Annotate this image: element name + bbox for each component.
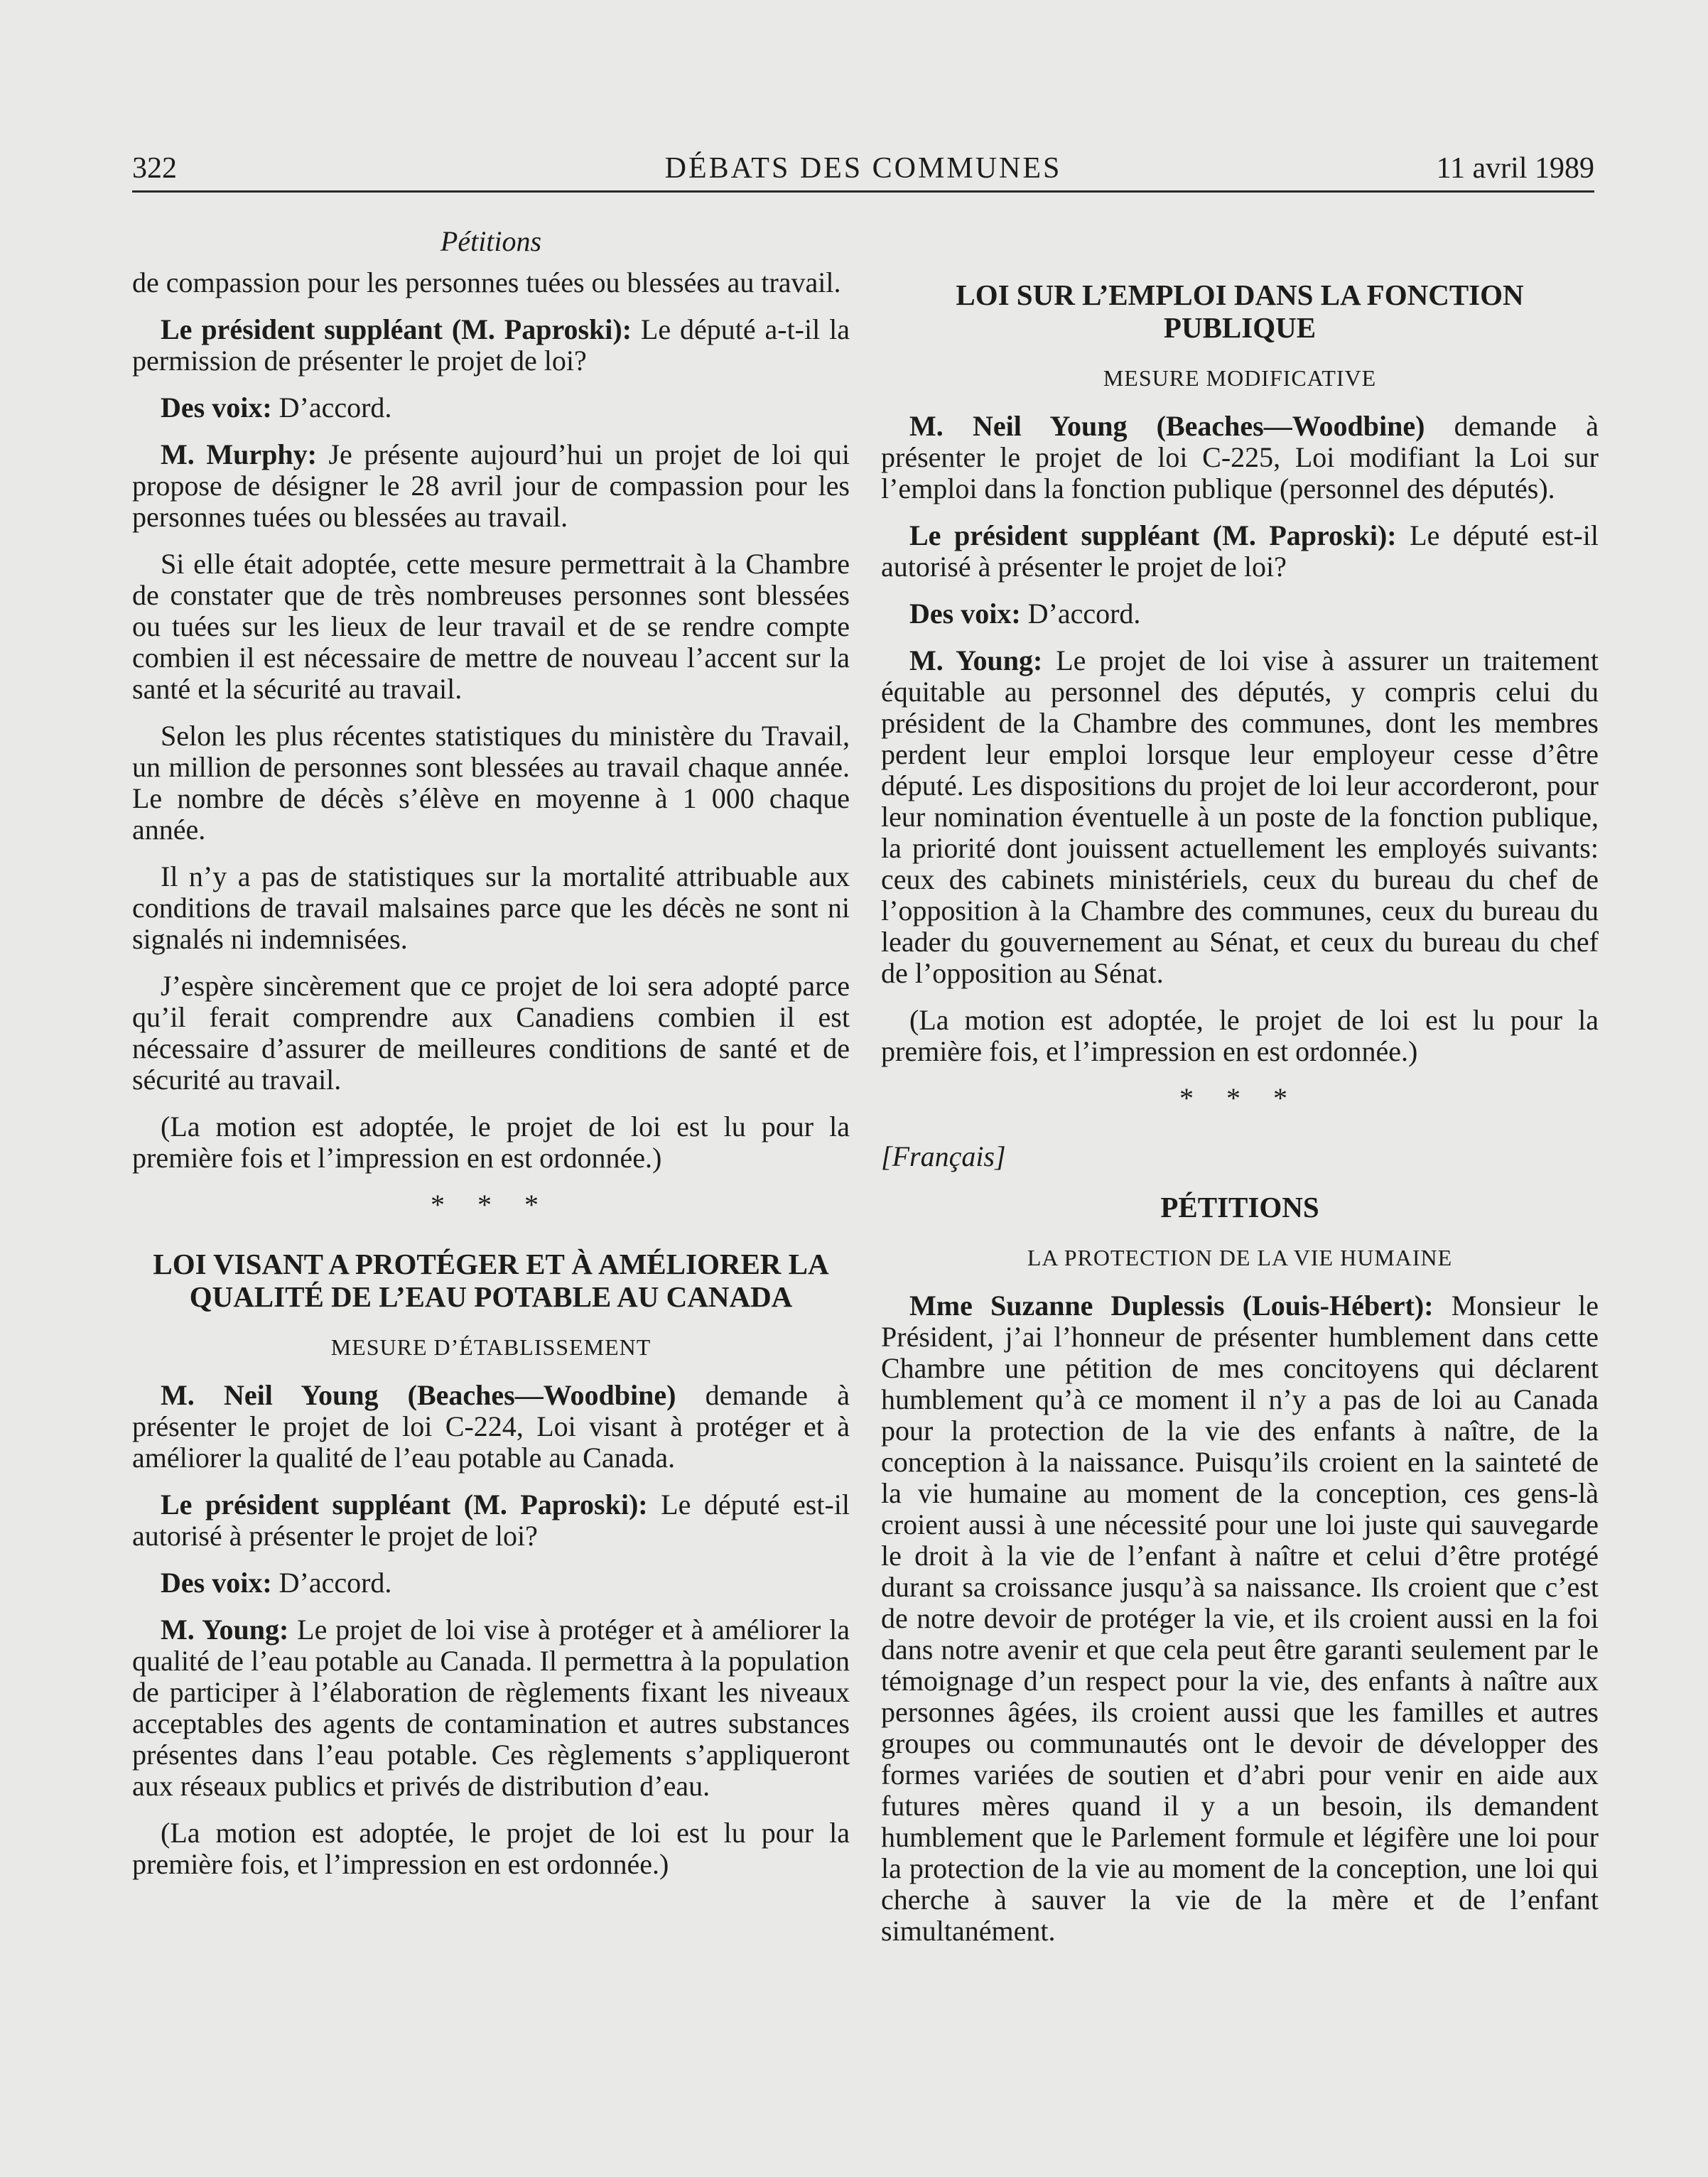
language-marker: [Français] (881, 1140, 1006, 1172)
paragraph: Mme Suzanne Duplessis (Louis-Hébert): Monsieur le Président, j’ai l’honneur de présenter humblement dans cette Chambre une pétition de mes concitoyens qui déclarent humblement qu’à ce moment il n’y a pas de loi au Canada pour la protection de la vie des enfants à naître, de la conception à la naissance. Puisqu’ils croient en la sainteté de la vie humaine au moment de la conception, ces gens-là croient aussi à une nécessité pour une loi juste qui sauvegarde le droit à la vie de l’enfant à naître et celui d’être protégé durant sa croissance jusqu’à sa naissance. Ils croient que c’est de notre devoir de protéger la vie, et ils croient aussi en la foi dans notre avenir et que cela peut être garanti seulement par le témoignage d’un respect pour la vie, des enfants à naître aux personnes âgées, ils croient aussi que les familles et autres groupes ou communautés ont le devoir de développer des formes variées de soutien et d’abri pour venir en aide aux futures mères quand il y a un besoin, ils demandent humblement que le Parlement formule et légifère une loi pour la protection de la vie au moment de la conception, une loi qui cherche à sauver la vie de la mère et de l’enfant simultanément. (881, 1290, 1599, 1947)
paragraph: J’espère sincèrement que ce projet de loi sera adopté parce qu’il ferait comprendre aux Canadiens combien il est nécessaire d’assurer de meilleures conditions de santé et de sécurité au travail. (132, 970, 850, 1096)
paragraph: (La motion est adoptée, le projet de loi est lu pour la première fois, et l’impression en est ordonnée.) (132, 1817, 850, 1880)
speaker: Le président suppléant (M. Paproski): (909, 519, 1397, 551)
speaker: M. Murphy: (161, 438, 317, 470)
section-separator: * * * (431, 1189, 551, 1221)
page-header (132, 146, 1594, 191)
section-subheading: MESURE D’ÉTABLISSEMENT (330, 1334, 652, 1360)
right-column (881, 279, 1599, 1962)
paragraph: Le président suppléant (M. Paproski): Le député est-il autorisé à présenter le projet de loi? (132, 1489, 850, 1552)
speaker: Des voix: (161, 1567, 272, 1599)
paragraph: Le président suppléant (M. Paproski): Le député est-il autorisé à présenter le projet de loi? (881, 519, 1599, 583)
paragraph: Le président suppléant (M. Paproski): Le député a-t-il la permission de présenter le projet de loi? (132, 313, 850, 377)
paragraph: M. Neil Young (Beaches—Woodbine) demande à présenter le projet de loi C-224, Loi visant à protéger et à améliorer la qualité de l’eau potable au Canada. (132, 1379, 850, 1474)
paragraph: Des voix: D’accord. (161, 391, 392, 423)
page-number: 322 (132, 152, 177, 185)
speaker: Des voix: (161, 391, 272, 423)
paragraph: Il n’y a pas de statistiques sur la mortalité attribuable aux conditions de travail malsaines parce que les décès ne sont ni signalés ni indemnisées. (132, 860, 850, 955)
speaker: Mme Suzanne Duplessis (Louis-Hébert): (909, 1290, 1434, 1322)
section-subheading: MESURE MODIFICATIVE (1103, 365, 1377, 391)
speaker: Le président suppléant (M. Paproski): (161, 313, 632, 345)
paragraph: de compassion pour les personnes tuées ou blessées au travail. (132, 266, 841, 298)
paragraph: Des voix: D’accord. (161, 1567, 392, 1599)
section-heading: PÉTITIONS (1160, 1191, 1319, 1223)
section-heading: LOI VISANT A PROTÉGER ET À AMÉLIORER LA QUALITÉ DE L’EAU POTABLE AU CANADA (153, 1248, 829, 1313)
speaker: M. Neil Young (Beaches—Woodbine) (909, 410, 1425, 442)
paragraph: M. Neil Young (Beaches—Woodbine) demande à présenter le projet de loi C-225, Loi modifiant la Loi sur l’emploi dans la fonction publique (personnel des députés). (881, 410, 1599, 504)
publication-title: DÉBATS DES COMMUNES (664, 152, 1062, 185)
paragraph: (La motion est adoptée, le projet de loi est lu pour la première fois, et l’impression en est ordonnée.) (881, 1004, 1599, 1067)
section-subheading: LA PROTECTION DE LA VIE HUMAINE (1027, 1245, 1453, 1270)
speaker: M. Neil Young (Beaches—Woodbine) (161, 1379, 676, 1411)
speaker: Des voix: (909, 598, 1021, 630)
paragraph: M. Young: Le projet de loi vise à protéger et à améliorer la qualité de l’eau potable au Canada. Il permettra à la population de participer à l’élaboration de règlements fixant les niveaux acceptables des agents de contamination et autres substances présentes dans l’eau potable. Ces règlements s’appliqueront aux réseaux publics et privés de distribution d’eau. (132, 1614, 850, 1802)
speaker: M. Young: (909, 644, 1043, 676)
paragraph: M. Young: Le projet de loi vise à assurer un traitement équitable au personnel des députés, y compris celui du président de la Chambre des communes, dont les membres perdent leur emploi lorsque leur employeur cesse d’être député. Les dispositions du projet de loi leur accorderont, pour leur nomination éventuelle à un poste de la fonction publique, la priorité dont jouissent actuellement les employés suivants: ceux des cabinets ministériels, ceux du bureau du chef de l’opposition à la Chambre des communes, ceux du bureau du leader du gouvernement au Sénat, et ceux du bureau du chef de l’opposition au Sénat. (881, 644, 1599, 989)
paragraph: Si elle était adoptée, cette mesure permettrait à la Chambre de constater que de très nombreuses personnes sont blessées ou tuées sur les lieux de leur travail et de se rendre compte combien il est nécessaire de mettre de nouveau l’accent sur la santé et la sécurité au travail. (132, 548, 850, 705)
section-heading: LOI SUR L’EMPLOI DANS LA FONCTION PUBLIQUE (956, 279, 1524, 344)
paragraph: (La motion est adoptée, le projet de loi est lu pour la première fois et l’impression en est ordonnée.) (132, 1111, 850, 1174)
paragraph: Selon les plus récentes statistiques du ministère du Travail, un million de personnes sont blessées au travail chaque année. Le nombre de décès s’élève en moyenne à 1 000 chaque année. (132, 720, 850, 846)
section-separator: * * * (1179, 1082, 1300, 1114)
speaker: M. Young: (161, 1614, 289, 1646)
header-rule (132, 190, 1594, 193)
publication-date: 11 avril 1989 (1436, 152, 1594, 185)
running-head: Pétitions (440, 225, 542, 257)
speaker: Le président suppléant (M. Paproski): (161, 1489, 648, 1520)
paragraph: Des voix: D’accord. (909, 598, 1141, 630)
left-column (132, 213, 850, 1896)
paragraph: M. Murphy: Je présente aujourd’hui un projet de loi qui propose de désigner le 28 avril jour de compassion pour les personnes tuées ou blessées au travail. (132, 438, 850, 533)
